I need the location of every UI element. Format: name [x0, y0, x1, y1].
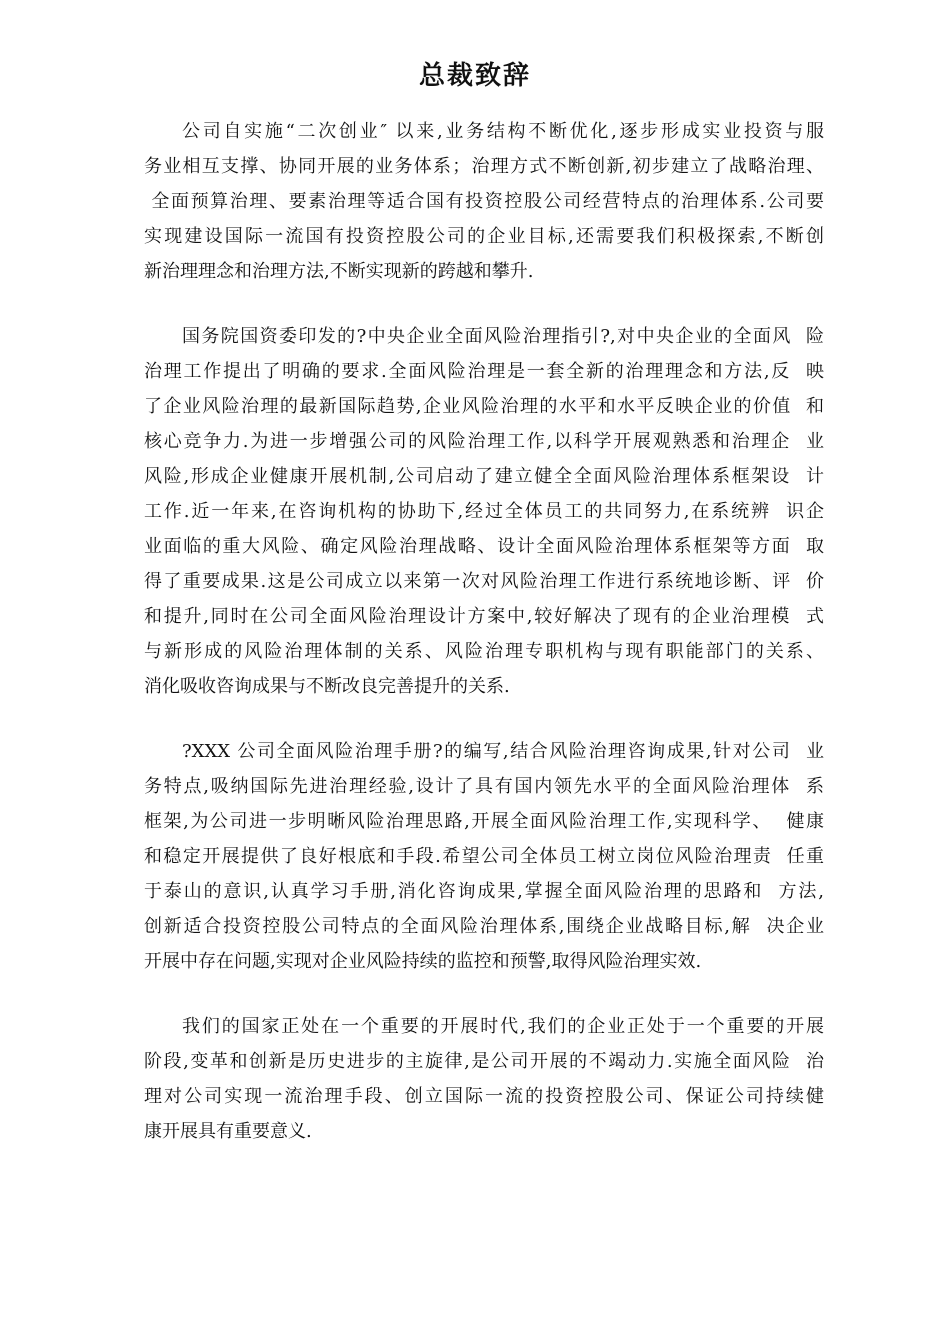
- paragraph-line: 公司自实施“二次创业″ 以来,业务结构不断优化,逐步形成实业投资与服: [182, 121, 824, 142]
- paragraph-line: 消化吸收咨询成果与不断改良完善提升的关系.: [144, 676, 510, 697]
- paragraph-line: 务业相互支撑、协同开展的业务体系；治理方式不断创新,初步建立了战略治理、: [144, 156, 824, 177]
- paragraph-line: 得了重要成果.这是公司成立以来第一次对风险治理工作进行系统地诊断、评 价: [144, 571, 824, 592]
- paragraph-line: 和提升,同时在公司全面风险治理设计方案中,较好解决了现有的企业治理模 式: [144, 606, 824, 627]
- paragraph-line: 工作.近一年来,在咨询机构的协助下,经过全体员工的共同努力,在系统辨 识企: [144, 501, 824, 522]
- paragraph-line: 理对公司实现一流治理手段、创立国际一流的投资控股公司、保证公司持续健: [144, 1086, 824, 1107]
- paragraph-line: 康开展具有重要意义.: [144, 1121, 312, 1142]
- paragraph-line: 框架,为公司进一步明晰风险治理思路,开展全面风险治理工作,实现科学、 健康: [144, 811, 824, 832]
- paragraph-1: [144, 114, 824, 289]
- paragraph-3: [144, 734, 824, 979]
- paragraph-line: 务特点,吸纳国际先进治理经验,设计了具有国内领先水平的全面风险治理体 系: [144, 776, 824, 797]
- paragraph-line: 风险,形成企业健康开展机制,公司启动了建立健全全面风险治理体系框架设 计: [144, 466, 824, 487]
- paragraph-line: 了企业风险治理的最新国际趋势,企业风险治理的水平和水平反映企业的价值 和: [144, 396, 824, 417]
- paragraph-4: [144, 1009, 824, 1149]
- document-body: [144, 114, 824, 1179]
- paragraph-line: 全面预算治理、要素治理等适合国有投资控股公司经营特点的治理体系.公司要: [144, 191, 824, 212]
- paragraph-line: 国务院国资委印发的?中央企业全面风险治理指引?,对中央企业的全面风 险: [182, 326, 824, 347]
- paragraph-line: 新治理理念和治理方法,不断实现新的跨越和攀升.: [144, 261, 534, 282]
- paragraph-line: ?XXX 公司全面风险治理手册?的编写,结合风险治理咨询成果,针对公司 业: [182, 741, 824, 762]
- page-title: 总裁致辞: [418, 61, 531, 91]
- paragraph-line: 阶段,变革和创新是历史进步的主旋律,是公司开展的不竭动力.实施全面风险 治: [144, 1051, 824, 1072]
- paragraph-line: 和稳定开展提供了良好根底和手段.希望公司全体员工树立岗位风险治理责 任重: [144, 846, 824, 867]
- paragraph-line: 创新适合投资控股公司特点的全面风险治理体系,围绕企业战略目标,解 决企业: [144, 916, 824, 937]
- paragraph-line: 治理工作提出了明确的要求.全面风险治理是一套全新的治理理念和方法,反 映: [144, 361, 824, 382]
- paragraph-line: 与新形成的风险治理体制的关系、风险治理专职机构与现有职能部门的关系、: [144, 641, 824, 662]
- paragraph-line: 业面临的重大风险、确定风险治理战略、设计全面风险治理体系框架等方面 取: [144, 536, 824, 557]
- paragraph-line: 我们的国家正处在一个重要的开展时代,我们的企业正处于一个重要的开展: [182, 1016, 824, 1037]
- paragraph-2: [144, 319, 824, 704]
- paragraph-line: 核心竞争力.为进一步增强公司的风险治理工作,以科学开展观熟悉和治理企 业: [144, 431, 824, 452]
- paragraph-line: 于泰山的意识,认真学习手册,消化咨询成果,掌握全面风险治理的思路和 方法,: [144, 881, 824, 902]
- paragraph-line: 实现建设国际一流国有投资控股公司的企业目标,还需要我们积极探索,不断创: [144, 226, 824, 247]
- paragraph-line: 开展中存在问题,实现对企业风险持续的监控和预警,取得风险治理实效.: [144, 951, 702, 972]
